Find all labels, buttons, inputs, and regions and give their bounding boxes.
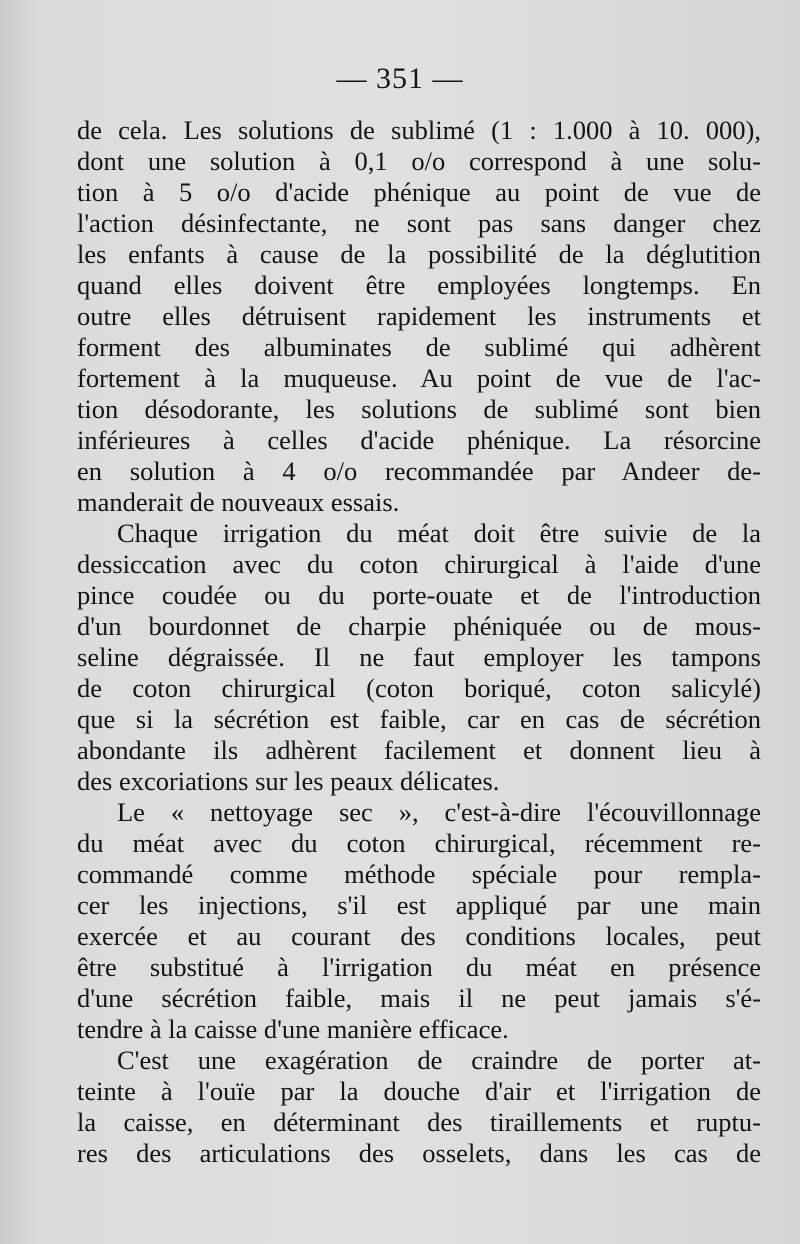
text-line: dessiccation avec du coton chirurgical à l'aide d'une	[77, 549, 761, 579]
text-line: les enfants à cause de la possibilité de la déglutition	[77, 239, 761, 269]
text-line: de cela. Les solutions de sublimé (1 : 1.000 à 10. 000),	[77, 115, 761, 145]
text-line: pince coudée ou du porte-ouate et de l'introduction	[77, 580, 761, 610]
text-line: tion désodorante, les solutions de sublimé sont bien	[77, 394, 761, 424]
text-line: que si la sécrétion est faible, car en cas de sécrétion	[77, 704, 761, 734]
text-line: quand elles doivent être employées longtemps. En	[77, 270, 761, 300]
text-line: outre elles détruisent rapidement les instruments et	[77, 301, 761, 331]
text-line: Le « nettoyage sec », c'est-à-dire l'écouvillonnage	[117, 797, 761, 827]
text-line: dont une solution à 0,1 o/o correspond à une solu-	[77, 146, 761, 176]
text-line: seline dégraissée. Il ne faut employer les tampons	[77, 642, 761, 672]
page-number: — 351 —	[336, 62, 464, 95]
text-line: tendre à la caisse d'une manière efficace.	[77, 1014, 509, 1044]
text-line: de coton chirurgical (coton boriqué, coton salicylé)	[77, 673, 761, 703]
text-line: forment des albuminates de sublimé qui adhèrent	[77, 332, 761, 362]
text-line: tion à 5 o/o d'acide phénique au point de vue de	[77, 177, 761, 207]
text-line: res des articulations des osselets, dans les cas de	[77, 1138, 761, 1168]
text-line: d'un bourdonnet de charpie phéniquée ou de mous-	[77, 611, 761, 641]
text-line: des excoriations sur les peaux délicates.	[77, 766, 500, 796]
text-line: abondante ils adhèrent facilement et donnent lieu à	[77, 735, 761, 765]
text-line: fortement à la muqueuse. Au point de vue de l'ac-	[77, 363, 761, 393]
text-line: d'une sécrétion faible, mais il ne peut jamais s'é-	[77, 983, 761, 1013]
paragraph	[77, 518, 761, 797]
text-line: du méat avec du coton chirurgical, récemment re-	[77, 828, 761, 858]
text-line: C'est une exagération de craindre de porter at-	[117, 1045, 761, 1075]
text-line: exercée et au courant des conditions locales, peut	[77, 921, 761, 951]
text-line: commandé comme méthode spéciale pour rempla-	[77, 859, 761, 889]
text-line: manderait de nouveaux essais.	[77, 487, 400, 517]
paragraph	[77, 1045, 761, 1169]
text-line: l'action désinfectante, ne sont pas sans danger chez	[77, 208, 761, 238]
text-line: inférieures à celles d'acide phénique. La résorcine	[77, 425, 761, 455]
text-line: en solution à 4 o/o recommandée par Andeer de-	[77, 456, 761, 486]
paragraph	[77, 115, 761, 518]
body-text	[77, 115, 761, 1169]
paragraph	[77, 797, 761, 1045]
text-line: cer les injections, s'il est appliqué par une main	[77, 890, 761, 920]
text-line: Chaque irrigation du méat doit être suivie de la	[117, 518, 761, 548]
text-line: teinte à l'ouïe par la douche d'air et l'irrigation de	[77, 1076, 761, 1106]
text-line: la caisse, en déterminant des tiraillements et ruptu-	[77, 1107, 761, 1137]
text-line: être substitué à l'irrigation du méat en présence	[77, 952, 761, 982]
